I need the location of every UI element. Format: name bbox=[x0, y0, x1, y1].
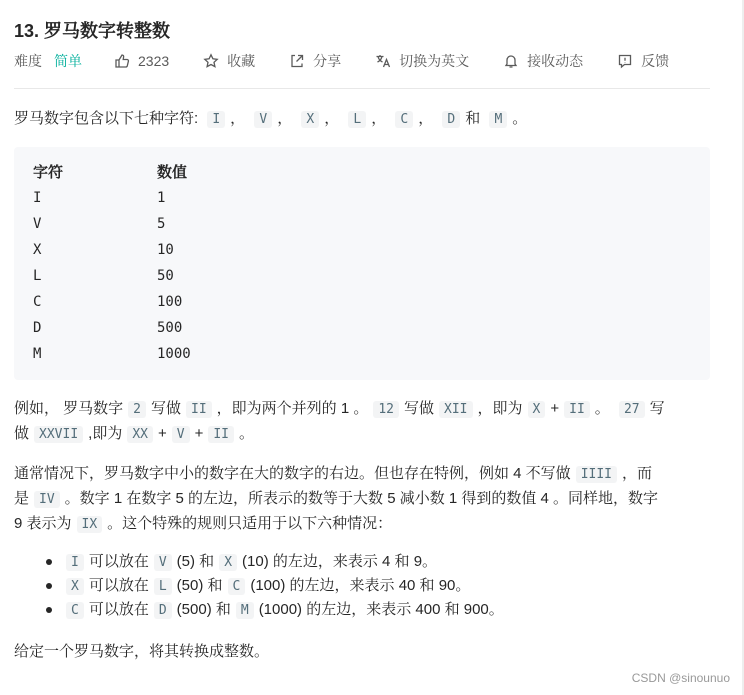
feedback-icon bbox=[617, 53, 633, 69]
example-paragraph bbox=[14, 397, 710, 447]
conclusion-paragraph: 给定一个罗马数字，将其转换成整数。 bbox=[14, 643, 270, 660]
text: 可以放在 bbox=[88, 553, 149, 570]
code-roman: C bbox=[66, 602, 84, 619]
code-roman: M bbox=[236, 602, 254, 619]
bell-icon bbox=[503, 53, 519, 69]
like-count: 2323 bbox=[138, 53, 170, 69]
text: 做 bbox=[14, 425, 30, 442]
text: 写 bbox=[649, 400, 665, 417]
list-item bbox=[14, 574, 710, 598]
roman-char: X bbox=[301, 111, 319, 128]
text: 可以放在 bbox=[88, 577, 149, 594]
separator: ， bbox=[418, 110, 434, 127]
code-roman: C bbox=[228, 578, 246, 595]
text: + bbox=[194, 425, 204, 442]
text: 。 bbox=[239, 425, 255, 442]
example-line-1 bbox=[14, 397, 710, 422]
switch-language-button[interactable] bbox=[375, 51, 469, 71]
period: 。 bbox=[512, 110, 528, 127]
text: (1000) 的左边，来表示 400 和 900。 bbox=[258, 601, 504, 618]
roman-char: D bbox=[442, 111, 460, 128]
subscribe-button[interactable] bbox=[503, 51, 583, 71]
separator: ， bbox=[277, 110, 293, 127]
bullet-icon bbox=[46, 559, 52, 565]
share-label: 分享 bbox=[313, 53, 342, 69]
table-cell-value: 100 bbox=[157, 294, 183, 310]
text: (10) 的左边，来表示 4 和 9。 bbox=[242, 553, 438, 570]
collect-label: 收藏 bbox=[227, 53, 256, 69]
code-roman: XX bbox=[127, 426, 153, 443]
code-roman: I bbox=[66, 554, 84, 571]
code-roman: II bbox=[208, 426, 234, 443]
code-number: 2 bbox=[128, 401, 146, 418]
intro-text: 罗马数字包含以下七种字符: bbox=[14, 110, 199, 127]
code-roman: X bbox=[528, 401, 546, 418]
table-row bbox=[33, 289, 333, 315]
table-cell-value: 500 bbox=[157, 320, 183, 336]
thumbs-up-icon bbox=[114, 53, 130, 69]
roman-char: I bbox=[207, 111, 225, 128]
table-cell-symbol: D bbox=[33, 320, 42, 336]
roman-char: L bbox=[348, 111, 366, 128]
watermark: CSDN @sinounuo bbox=[631, 671, 730, 685]
text: (100) 的左边，来表示 40 和 90。 bbox=[250, 577, 471, 594]
text: (5) 和 bbox=[176, 553, 215, 570]
like-button[interactable] bbox=[114, 53, 169, 69]
table-header-value: 数值 bbox=[157, 164, 188, 181]
problem-title: 13. 罗马数字转整数 bbox=[14, 21, 171, 41]
code-roman: D bbox=[154, 602, 172, 619]
code-roman: L bbox=[154, 578, 172, 595]
text: + bbox=[550, 400, 560, 417]
table-cell-value: 1 bbox=[157, 190, 166, 206]
text: 写做 bbox=[151, 400, 182, 417]
special-line-2 bbox=[14, 487, 710, 512]
roman-char: V bbox=[254, 111, 272, 128]
special-case-paragraph bbox=[14, 462, 710, 537]
difficulty-value: 简单 bbox=[54, 53, 82, 69]
code-roman: IV bbox=[34, 491, 60, 508]
code-roman: V bbox=[172, 426, 190, 443]
feedback-button[interactable] bbox=[617, 51, 669, 71]
rules-list bbox=[14, 550, 710, 622]
text: 是 bbox=[14, 490, 30, 507]
text: ，即为两个并列的 1 。 bbox=[216, 400, 369, 417]
code-roman: II bbox=[564, 401, 590, 418]
code-roman: V bbox=[154, 554, 172, 571]
special-line-1 bbox=[14, 462, 710, 487]
separator: ， bbox=[324, 110, 340, 127]
text: 例如， 罗马数字 bbox=[14, 400, 124, 417]
text: (500) 和 bbox=[176, 601, 231, 618]
share-button[interactable] bbox=[289, 51, 341, 71]
code-roman: XII bbox=[439, 401, 472, 418]
feedback-label: 反馈 bbox=[641, 53, 670, 69]
conjunction: 和 bbox=[465, 110, 481, 127]
text: 通常情况下，罗马数字中小的数字在大的数字的右边。但也存在特例，例如 4 不写做 bbox=[14, 465, 571, 482]
header-divider bbox=[14, 88, 710, 89]
special-line-3 bbox=[14, 512, 710, 537]
table-cell-symbol: L bbox=[33, 268, 42, 284]
share-icon bbox=[289, 53, 305, 69]
roman-char: M bbox=[489, 111, 507, 128]
separator: ， bbox=[230, 110, 246, 127]
code-roman: IX bbox=[77, 516, 103, 533]
intro-paragraph bbox=[14, 107, 710, 132]
table-row bbox=[33, 315, 333, 341]
table-cell-symbol: M bbox=[33, 346, 42, 362]
text: 写做 bbox=[404, 400, 435, 417]
list-item bbox=[14, 598, 710, 622]
bullet-icon bbox=[46, 583, 52, 589]
table-row bbox=[33, 237, 333, 263]
subscribe-label: 接收动态 bbox=[527, 53, 584, 69]
table-row bbox=[33, 185, 333, 211]
table-row bbox=[33, 263, 333, 289]
example-line-2 bbox=[14, 422, 710, 447]
text: 9 表示为 bbox=[14, 515, 72, 532]
code-roman: XXVII bbox=[34, 426, 83, 443]
text: 。这个特殊的规则只适用于以下六种情况： bbox=[107, 515, 393, 532]
table-cell-value: 5 bbox=[157, 216, 166, 232]
code-roman: X bbox=[219, 554, 237, 571]
code-roman: X bbox=[66, 578, 84, 595]
table-cell-value: 10 bbox=[157, 242, 174, 258]
text: ，即为 bbox=[477, 400, 523, 417]
code-number: 12 bbox=[373, 401, 399, 418]
code-number: 27 bbox=[619, 401, 645, 418]
list-item bbox=[14, 550, 710, 574]
table-cell-value: 1000 bbox=[157, 346, 191, 362]
roman-char: C bbox=[395, 111, 413, 128]
text: + bbox=[157, 425, 167, 442]
text: ,即为 bbox=[88, 425, 123, 442]
table-cell-symbol: X bbox=[33, 242, 42, 258]
text: 。数字 1 在数字 5 的左边，所表示的数等于大数 5 减小数 1 得到的数值 4 。同样地，数字 bbox=[64, 490, 659, 507]
switch-language-label: 切换为英文 bbox=[399, 53, 470, 69]
code-roman: IIII bbox=[576, 466, 617, 483]
code-roman: II bbox=[186, 401, 212, 418]
translate-icon bbox=[375, 53, 391, 69]
star-icon bbox=[203, 53, 219, 69]
collect-button[interactable] bbox=[203, 51, 255, 71]
text: 。 bbox=[594, 400, 610, 417]
table-header-symbol: 字符 bbox=[33, 164, 64, 181]
separator: ， bbox=[371, 110, 387, 127]
symbol-value-table bbox=[14, 147, 710, 380]
table-cell-value: 50 bbox=[157, 268, 174, 284]
text: 可以放在 bbox=[88, 601, 149, 618]
table-cell-symbol: I bbox=[33, 190, 42, 206]
table-row bbox=[33, 341, 333, 367]
difficulty-label: 难度 bbox=[14, 53, 42, 69]
bullet-icon bbox=[46, 607, 52, 613]
table-cell-symbol: V bbox=[33, 216, 42, 232]
meta-bar bbox=[14, 50, 669, 72]
table-cell-symbol: C bbox=[33, 294, 42, 310]
text: ，而 bbox=[622, 465, 653, 482]
table-row bbox=[33, 211, 333, 237]
text: (50) 和 bbox=[176, 577, 223, 594]
